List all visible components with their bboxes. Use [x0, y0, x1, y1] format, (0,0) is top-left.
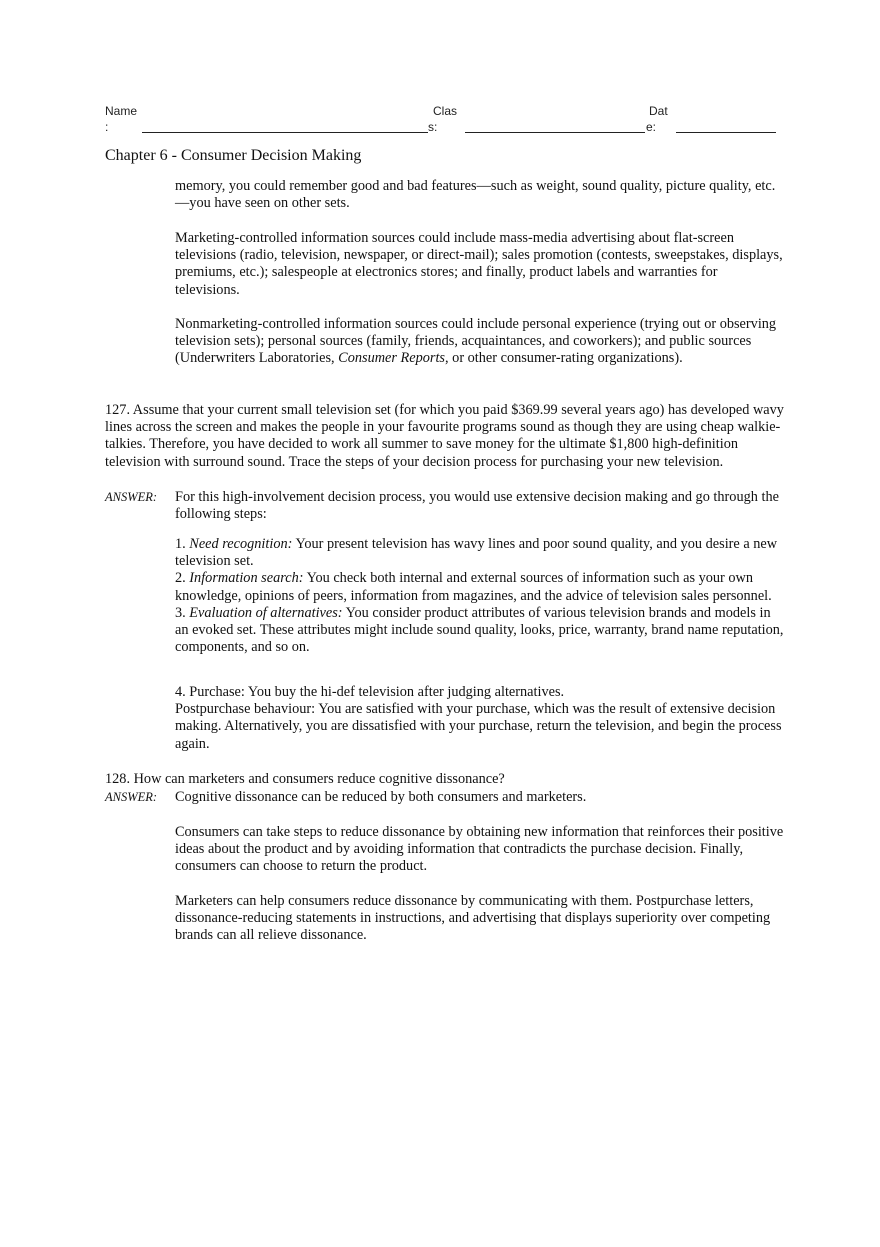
- answer-128-consumers: Consumers can take steps to reduce dissonance by obtaining new information that reinforces their positive ideas about the product and by avoiding information that contradicts the purchase decision. Finally, consumers can choose to return the product.: [175, 824, 784, 875]
- date-label: Dat: [649, 104, 668, 118]
- name-field-line: [142, 132, 428, 133]
- class-label-suffix: s:: [428, 120, 438, 134]
- answer-128-marketers: Marketers can help consumers reduce dissonance by communicating with them. Postpurchase letters, dissonance-reducing statements in instructions, and advertising that displays superiority over competing brands can all relieve dissonance.: [175, 893, 771, 944]
- step-need-recognition: 1. Need recognition: Your present television has wavy lines and poor sound quality, and you desire a new television set.: [175, 536, 778, 570]
- intro-paragraph-1: memory, you could remember good and bad features—such as weight, sound quality, picture quality, etc.—you have seen on other sets.: [175, 178, 776, 212]
- postpurchase-behaviour: Postpurchase behaviour: You are satisfied with your purchase, which was the result of extensive decision making. Alternatively, you are dissatisfied with your purchase, return the television, and begin the process again.: [175, 701, 782, 752]
- name-label: Name: [105, 104, 138, 118]
- intro-paragraph-3: Nonmarketing-controlled information sources could include personal experience (trying out or observing television sets); personal sources (family, friends, acquaintances, and coworkers); and public sources (Underwriters Laboratories, Consumer Reports, or other consumer-rating organizations).: [175, 316, 777, 367]
- chapter-title: Chapter 6 - Consumer Decision Making: [105, 147, 362, 164]
- answer-127-steps: [175, 536, 785, 656]
- class-field-line: [465, 132, 645, 133]
- answer-label-127: ANSWER:: [105, 490, 158, 504]
- answer-127-purchase: [175, 684, 785, 753]
- step-evaluation-of-alternatives: 3. Evaluation of alternatives: You consider product attributes of various television brands and models in an evoked set. These attributes might include sound quality, looks, price, warranty, brand name reputation, components, and so on.: [175, 604, 784, 656]
- date-label-suffix: e:: [646, 120, 657, 134]
- date-field-line: [676, 132, 776, 133]
- question-128: 128. How can marketers and consumers reduce cognitive dissonance?: [105, 771, 505, 787]
- name-label-colon: :: [105, 120, 109, 134]
- step-information-search: 2. Information search: You check both internal and external sources of information such as your own knowledge, opinions of peers, information from magazines, and the advice of television sales personnel.: [175, 570, 772, 604]
- question-127: 127. Assume that your current small television set (for which you paid $369.99 several years ago) has developed wavy lines across the screen and makes the people in your favourite programs sound as though they are using cheap walkie-talkies. Therefore, you have decided to work all summer to save money for the ultimate $1,800 high-definition television with surround sound. Trace the steps of your decision process for purchasing your new television.: [105, 402, 784, 470]
- class-label: Clas: [433, 104, 458, 118]
- answer-label-128: ANSWER:: [105, 790, 158, 804]
- step-purchase: 4. Purchase: You buy the hi-def television after judging alternatives.: [175, 684, 565, 700]
- intro-paragraph-2: Marketing-controlled information sources could include mass-media advertising about flat-screen televisions (radio, television, newspaper, or direct-mail); sales promotion (contests, sweepstakes, displays, premiums, etc.); salespeople at electronics stores; and finally, product labels and warranties for televisions.: [175, 230, 783, 298]
- answer-128-intro: Cognitive dissonance can be reduced by both consumers and marketers.: [175, 789, 587, 805]
- answer-127-intro: For this high-involvement decision process, you would use extensive decision making and go through the following steps:: [175, 489, 779, 523]
